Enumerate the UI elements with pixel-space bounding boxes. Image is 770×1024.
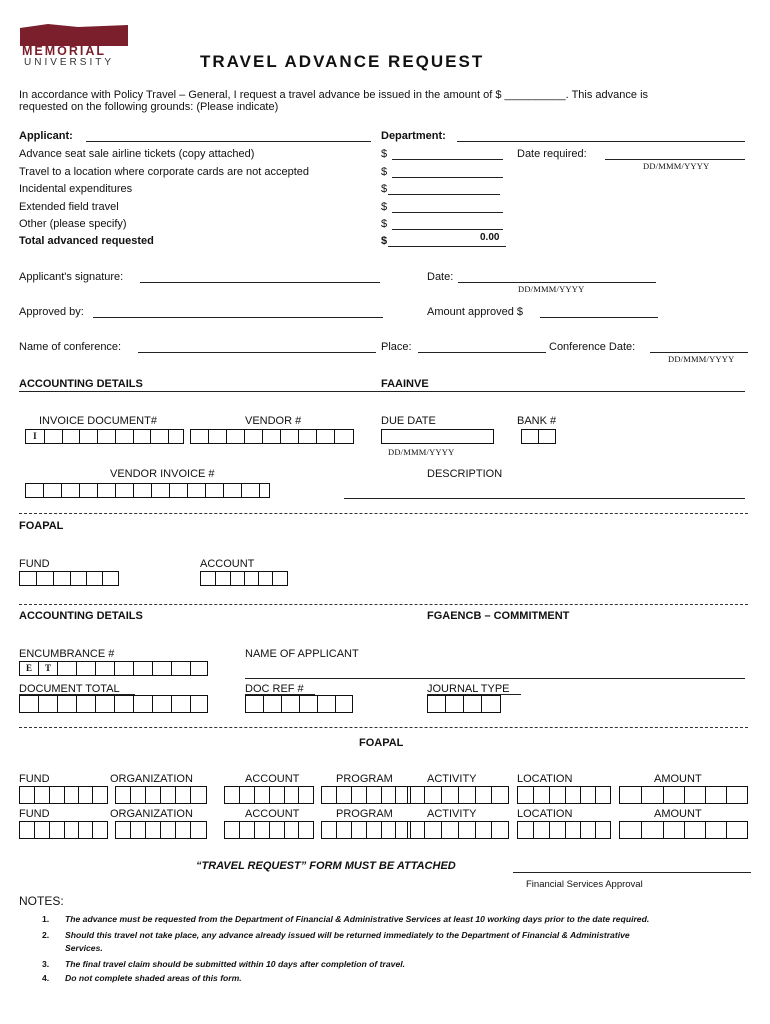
department-label: Department:: [381, 130, 446, 142]
invoice-document-boxes[interactable]: [25, 429, 184, 444]
doc-ref-label: DOC REF #: [245, 683, 304, 695]
encumbrance-label: ENCUMBRANCE #: [19, 648, 115, 660]
total-field: [388, 246, 506, 247]
place-label: Place:: [381, 341, 412, 353]
foapal-header-activity: ACTIVITY: [427, 773, 477, 785]
dollar-sign: $: [381, 183, 388, 195]
dashed-divider: [19, 513, 748, 514]
account-label: ACCOUNT: [200, 558, 255, 570]
intro-line1: In accordance with Policy Travel – General, I request a travel advance be issued in the amount of $ __________. This advance is: [19, 89, 649, 101]
foapal-header-amount: AMOUNT: [654, 808, 702, 820]
faainve-code: FAAINVE: [381, 378, 429, 390]
total-value: 0.00: [480, 232, 500, 243]
accounting-details-heading: ACCOUNTING DETAILS: [19, 378, 143, 390]
dashed-divider: [19, 604, 748, 605]
ground-label-1: Advance seat sale airline tickets (copy attached): [19, 148, 255, 160]
foapal-header-account: ACCOUNT: [245, 773, 300, 785]
journal-type-label: JOURNAL TYPE: [427, 683, 510, 695]
enc-prefix-e: E: [20, 662, 39, 675]
note-text-2-cont: Services.: [65, 943, 103, 953]
foapal-heading-2: FOAPAL: [359, 737, 404, 749]
foapal-header-activity: ACTIVITY: [427, 808, 477, 820]
amount-field-1[interactable]: [392, 159, 503, 160]
amount-approved-label: Amount approved $: [427, 306, 524, 318]
signature-field[interactable]: [140, 282, 380, 283]
signature-date-field[interactable]: [458, 282, 656, 283]
encumbrance-boxes[interactable]: [19, 661, 208, 676]
name-of-applicant-field[interactable]: [245, 678, 745, 679]
due-date-label: DUE DATE: [381, 415, 436, 427]
date-format-hint: DD/MMM/YYYY: [668, 354, 735, 364]
date-format-hint: DD/MMM/YYYY: [518, 284, 585, 294]
due-date-box[interactable]: [381, 429, 494, 444]
page-title: TRAVEL ADVANCE REQUEST: [200, 52, 485, 71]
conference-date-field[interactable]: [650, 352, 748, 353]
description-field[interactable]: [344, 498, 745, 499]
bank-number-boxes[interactable]: [521, 429, 556, 444]
foapal-header-program: PROGRAM: [336, 773, 393, 785]
journal-type-boxes[interactable]: [427, 695, 501, 713]
foapal-row1-fund[interactable]: [19, 786, 108, 804]
ground-label-2: Travel to a location where corporate cards are not accepted: [19, 166, 310, 178]
amount-field-4[interactable]: [392, 212, 503, 213]
name-of-applicant-label: NAME OF APPLICANT: [245, 648, 359, 660]
dollar-sign: $: [381, 201, 388, 213]
logo-line2: UNIVERSITY: [24, 57, 115, 68]
fund-boxes[interactable]: [19, 571, 119, 586]
foapal-row2-amount[interactable]: [619, 821, 748, 839]
bank-number-label: BANK #: [517, 415, 557, 427]
foapal-row2-program[interactable]: [321, 821, 411, 839]
amount-field-5[interactable]: [392, 229, 503, 230]
approved-by-field[interactable]: [93, 317, 383, 318]
foapal-row1-activity[interactable]: [407, 786, 509, 804]
logo-line1: MEMORIAL: [22, 44, 107, 58]
foapal-heading: FOAPAL: [19, 520, 64, 532]
vendor-number-boxes[interactable]: [190, 429, 354, 444]
foapal-header-organization: ORGANIZATION: [110, 773, 193, 785]
date-format-hint: DD/MMM/YYYY: [643, 161, 710, 171]
ground-label-5: Other (please specify): [19, 218, 127, 230]
foapal-header-account: ACCOUNT: [245, 808, 300, 820]
note-text-3: The final travel claim should be submitted within 10 days after completion of travel.: [65, 959, 406, 969]
invoice-prefix: I: [26, 430, 45, 443]
conference-name-label: Name of conference:: [19, 341, 122, 353]
dashed-divider: [19, 727, 748, 728]
note-text-4: Do not complete shaded areas of this form.: [65, 973, 242, 983]
foapal-header-location: LOCATION: [517, 773, 573, 785]
note-number-3: 3.: [42, 959, 50, 969]
financial-services-approval-field[interactable]: [513, 872, 751, 873]
intro-line2: requested on the following grounds: (Please indicate): [19, 101, 279, 113]
section-divider: [19, 391, 745, 392]
foapal-row2-fund[interactable]: [19, 821, 108, 839]
foapal-header-location: LOCATION: [517, 808, 573, 820]
ground-label-3: Incidental expenditures: [19, 183, 133, 195]
foapal-row2-organization[interactable]: [115, 821, 207, 839]
applicant-field[interactable]: [86, 141, 371, 142]
foapal-header-amount: AMOUNT: [654, 773, 702, 785]
amount-field-3[interactable]: [388, 194, 500, 195]
vendor-invoice-boxes[interactable]: [25, 483, 270, 498]
dollar-sign: $: [381, 218, 388, 230]
foapal-header-program: PROGRAM: [336, 808, 393, 820]
note-text-2: Should this travel not take place, any advance already issued will be returned immediately to the Department of Financial & Administrative: [65, 930, 630, 940]
document-total-boxes[interactable]: [19, 695, 208, 713]
note-number-2: 2.: [42, 930, 50, 940]
note-text-1: The advance must be requested from the Department of Financial & Administrative Services at least 10 working days prior to the date required.: [65, 914, 650, 924]
foapal-header-organization: ORGANIZATION: [110, 808, 193, 820]
document-total-label: DOCUMENT TOTAL: [19, 683, 120, 695]
vendor-number-label: VENDOR #: [245, 415, 302, 427]
travel-request-note: “TRAVEL REQUEST” FORM MUST BE ATTACHED: [196, 860, 456, 872]
foapal-header-fund: FUND: [19, 808, 50, 820]
invoice-document-label: INVOICE DOCUMENT#: [39, 415, 157, 427]
notes-heading: NOTES:: [19, 894, 64, 908]
date-required-label: Date required:: [517, 148, 587, 160]
dollar-sign: $: [381, 148, 388, 160]
dollar-sign: $: [381, 235, 388, 247]
accounting-details-heading: ACCOUNTING DETAILS: [19, 610, 143, 622]
fgaencb-code: FGAENCB – COMMITMENT: [427, 610, 570, 622]
approved-by-label: Approved by:: [19, 306, 84, 318]
date-required-field[interactable]: [605, 159, 745, 160]
foapal-row2-activity[interactable]: [407, 821, 509, 839]
applicant-label: Applicant:: [19, 130, 73, 142]
amount-approved-field[interactable]: [540, 317, 658, 318]
financial-services-approval-label: Financial Services Approval: [526, 879, 643, 890]
foapal-row1-account[interactable]: [224, 786, 314, 804]
foapal-row1-organization[interactable]: [115, 786, 207, 804]
doc-ref-boxes[interactable]: [245, 695, 353, 713]
foapal-row2-location[interactable]: [517, 821, 611, 839]
foapal-row1-program[interactable]: [321, 786, 411, 804]
total-label: Total advanced requested: [19, 235, 154, 247]
foapal-header-fund: FUND: [19, 773, 50, 785]
account-boxes[interactable]: [200, 571, 288, 586]
place-field[interactable]: [418, 352, 546, 353]
enc-prefix-t: T: [39, 662, 58, 675]
ground-label-4: Extended field travel: [19, 201, 119, 213]
date-format-hint: DD/MMM/YYYY: [388, 447, 455, 457]
amount-field-2[interactable]: [392, 177, 503, 178]
conference-date-label: Conference Date:: [549, 341, 636, 353]
note-number-4: 4.: [42, 973, 50, 983]
note-number-1: 1.: [42, 914, 50, 924]
foapal-row1-amount[interactable]: [619, 786, 748, 804]
vendor-invoice-label: VENDOR INVOICE #: [110, 468, 215, 480]
department-field[interactable]: [457, 141, 745, 142]
signature-label: Applicant's signature:: [19, 271, 124, 283]
foapal-row1-location[interactable]: [517, 786, 611, 804]
fund-label: FUND: [19, 558, 50, 570]
description-label: DESCRIPTION: [427, 468, 503, 480]
signature-date-label: Date:: [427, 271, 454, 283]
conference-name-field[interactable]: [138, 352, 376, 353]
foapal-row2-account[interactable]: [224, 821, 314, 839]
dollar-sign: $: [381, 166, 388, 178]
